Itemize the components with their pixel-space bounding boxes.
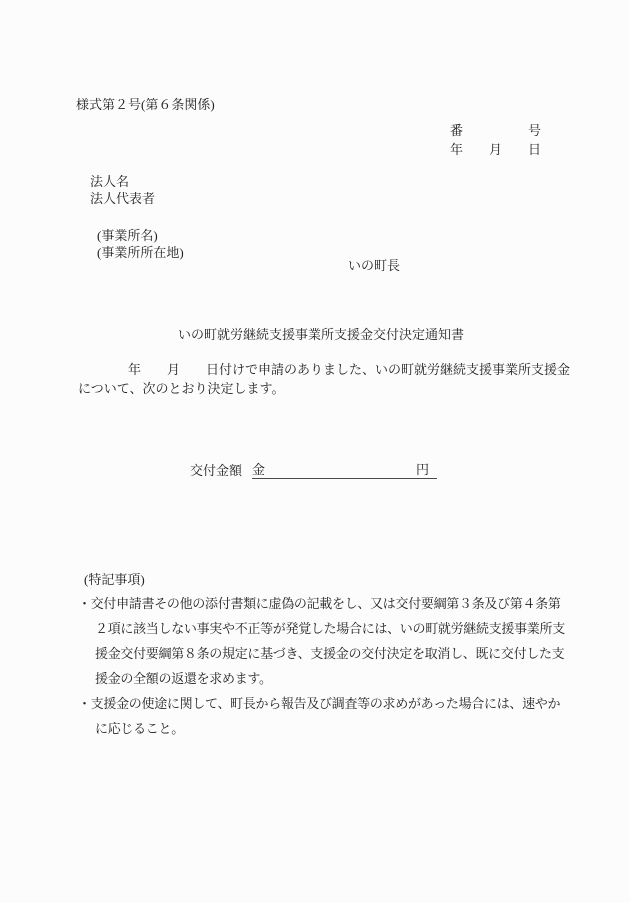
note-continuation-line: 援金交付要綱第８条の規定に基づき、支援金の交付決定を取消し、既に交付した支 [95,646,565,661]
office-address-label: (事業所所在地) [97,245,184,260]
amount-unit: 円 [416,462,430,477]
amount-row [190,462,437,479]
doc-date-line: 年 月 日 [450,142,542,157]
document-title: いの町就労継続支援事業所支援金交付決定通知書 [178,327,465,342]
note-bullet-line: ・交付申請書その他の添付書類に虚偽の記載をし、又は交付要綱第３条及び第４条第 [78,596,561,611]
amount-label: 交付金額 [190,463,243,478]
corp-representative-label: 法人代表者 [90,191,156,206]
body-line-2: について、次のとおり決定します。 [78,381,285,396]
note-bullet-line: ・支援金の使途に関して、町長から報告及び調査等の求めがあった場合には、速やか [78,696,561,711]
amount-blank-line [252,462,437,479]
note-continuation-line: に応じること。 [95,721,184,736]
office-name-label: (事業所名) [97,228,158,243]
sender-title: いの町長 [348,258,401,273]
doc-number-line: 番 号 [450,123,542,138]
corp-name-label: 法人名 [90,174,130,189]
body-line-1: 年 月 日付けで申請のありました、いの町就労継続支援事業所支援金 [128,362,571,377]
notes-heading: (特記事項) [84,572,145,587]
form-number: 様式第２号(第６条関係) [76,97,215,112]
notes-list [78,591,583,741]
amount-prefix: 金 [252,462,266,477]
note-continuation-line: 援金の全額の返還を求めます。 [95,671,272,686]
note-continuation-line: ２項に該当しない事実や不正等が発覚した場合には、いの町就労継続支援事業所支 [95,621,565,636]
